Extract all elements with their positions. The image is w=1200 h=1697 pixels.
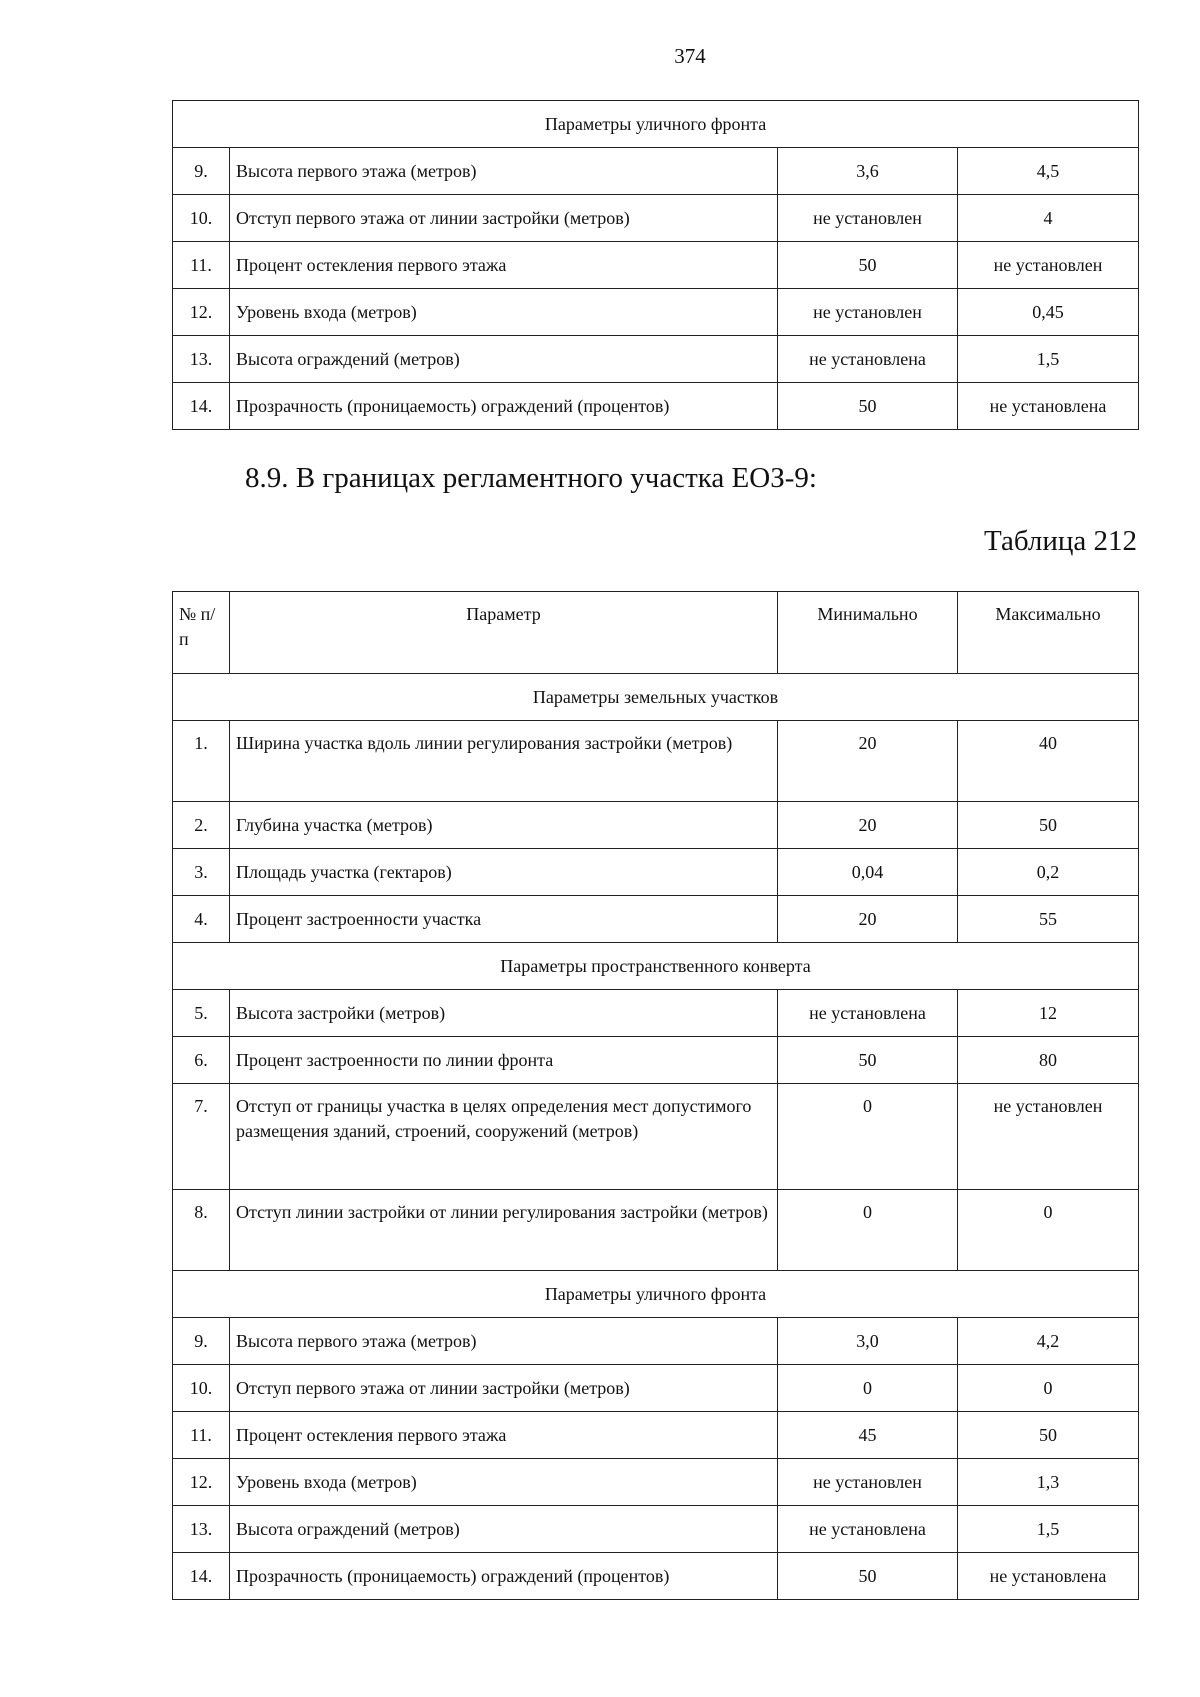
- row-maximum: 4,5: [958, 148, 1139, 195]
- table-row: [173, 289, 1139, 336]
- row-minimum: не установлен: [778, 195, 958, 242]
- row-number: 1.: [173, 721, 230, 802]
- row-number: 10.: [173, 1365, 230, 1412]
- row-parameter: Уровень входа (метров): [230, 289, 778, 336]
- table-row: [173, 1553, 1139, 1600]
- row-number: 9.: [173, 148, 230, 195]
- table-label: Таблица 212: [983, 525, 1137, 557]
- row-maximum: 0: [958, 1365, 1139, 1412]
- row-number: 6.: [173, 1037, 230, 1084]
- row-maximum: 50: [958, 802, 1139, 849]
- row-number: 3.: [173, 849, 230, 896]
- row-number: 8.: [173, 1190, 230, 1271]
- row-maximum: 50: [958, 1412, 1139, 1459]
- table-row: [173, 195, 1139, 242]
- row-parameter: Площадь участка (гектаров): [230, 849, 778, 896]
- header-number: № п/п: [173, 592, 230, 674]
- row-parameter: Процент остекления первого этажа: [230, 242, 778, 289]
- table-row: [173, 336, 1139, 383]
- row-number: 9.: [173, 1318, 230, 1365]
- row-number: 13.: [173, 1506, 230, 1553]
- table-row: [173, 1365, 1139, 1412]
- table-row: [173, 1190, 1139, 1271]
- section-title: Параметры земельных участков: [173, 674, 1139, 721]
- table-row: [173, 148, 1139, 195]
- row-number: 5.: [173, 990, 230, 1037]
- row-parameter: Прозрачность (проницаемость) ограждений (процентов): [230, 1553, 778, 1600]
- row-number: 14.: [173, 383, 230, 430]
- table-row: [173, 1412, 1139, 1459]
- row-parameter: Высота застройки (метров): [230, 990, 778, 1037]
- row-maximum: не установлена: [958, 383, 1139, 430]
- table-row: [173, 1084, 1139, 1190]
- row-minimum: 50: [778, 1553, 958, 1600]
- row-maximum: не установлен: [958, 1084, 1139, 1190]
- row-minimum: не установлен: [778, 1459, 958, 1506]
- row-minimum: 0: [778, 1365, 958, 1412]
- row-minimum: 3,6: [778, 148, 958, 195]
- row-parameter: Отступ от границы участка в целях определения мест допустимого размещения зданий, строений, сооружений (метров): [230, 1084, 778, 1190]
- row-minimum: 50: [778, 242, 958, 289]
- row-parameter: Уровень входа (метров): [230, 1459, 778, 1506]
- table-row: [173, 383, 1139, 430]
- table-row: [173, 896, 1139, 943]
- row-minimum: 20: [778, 896, 958, 943]
- table-row: [173, 802, 1139, 849]
- row-parameter: Высота ограждений (метров): [230, 336, 778, 383]
- table-row: [173, 721, 1139, 802]
- row-minimum: 45: [778, 1412, 958, 1459]
- row-parameter: Процент остекления первого этажа: [230, 1412, 778, 1459]
- table-row: [173, 1318, 1139, 1365]
- page-number: 374: [674, 44, 706, 68]
- row-maximum: 0: [958, 1190, 1139, 1271]
- row-maximum: 4,2: [958, 1318, 1139, 1365]
- row-maximum: 1,5: [958, 1506, 1139, 1553]
- row-number: 12.: [173, 289, 230, 336]
- row-minimum: не установлена: [778, 990, 958, 1037]
- row-parameter: Глубина участка (метров): [230, 802, 778, 849]
- row-maximum: не установлена: [958, 1553, 1139, 1600]
- row-parameter: Прозрачность (проницаемость) ограждений (процентов): [230, 383, 778, 430]
- row-number: 10.: [173, 195, 230, 242]
- row-maximum: 0,45: [958, 289, 1139, 336]
- section-title: Параметры уличного фронта: [173, 101, 1139, 148]
- row-maximum: 80: [958, 1037, 1139, 1084]
- row-minimum: 3,0: [778, 1318, 958, 1365]
- table-row: [173, 990, 1139, 1037]
- row-minimum: 0: [778, 1190, 958, 1271]
- section-title: Параметры уличного фронта: [173, 1271, 1139, 1318]
- row-minimum: 0,04: [778, 849, 958, 896]
- row-maximum: 0,2: [958, 849, 1139, 896]
- table-header-row: [173, 592, 1139, 674]
- section-heading: 8.9. В границах регламентного участка ЕОЗ-9:: [245, 462, 817, 494]
- row-number: 7.: [173, 1084, 230, 1190]
- row-minimum: 50: [778, 1037, 958, 1084]
- row-minimum: 50: [778, 383, 958, 430]
- row-number: 11.: [173, 242, 230, 289]
- row-number: 2.: [173, 802, 230, 849]
- table-row: [173, 1037, 1139, 1084]
- row-number: 13.: [173, 336, 230, 383]
- row-parameter: Высота первого этажа (метров): [230, 148, 778, 195]
- row-minimum: не установлена: [778, 336, 958, 383]
- section-title: Параметры пространственного конверта: [173, 943, 1139, 990]
- continued-parameters-table: [172, 100, 1139, 430]
- row-maximum: 1,3: [958, 1459, 1139, 1506]
- table-row: [173, 849, 1139, 896]
- table-row: [173, 242, 1139, 289]
- row-maximum: 55: [958, 896, 1139, 943]
- table-row: [173, 1459, 1139, 1506]
- row-minimum: 20: [778, 802, 958, 849]
- header-maximum: Максимально: [958, 592, 1139, 674]
- row-parameter: Высота ограждений (метров): [230, 1506, 778, 1553]
- row-maximum: не установлен: [958, 242, 1139, 289]
- row-maximum: 1,5: [958, 336, 1139, 383]
- row-parameter: Отступ первого этажа от линии застройки (метров): [230, 1365, 778, 1412]
- header-parameter: Параметр: [230, 592, 778, 674]
- row-parameter: Высота первого этажа (метров): [230, 1318, 778, 1365]
- row-maximum: 40: [958, 721, 1139, 802]
- row-number: 12.: [173, 1459, 230, 1506]
- row-number: 4.: [173, 896, 230, 943]
- row-minimum: 20: [778, 721, 958, 802]
- row-number: 14.: [173, 1553, 230, 1600]
- row-minimum: не установлен: [778, 289, 958, 336]
- header-minimum: Минимально: [778, 592, 958, 674]
- row-minimum: не установлена: [778, 1506, 958, 1553]
- row-parameter: Процент застроенности по линии фронта: [230, 1037, 778, 1084]
- parameters-table-212: [172, 591, 1139, 1600]
- row-number: 11.: [173, 1412, 230, 1459]
- row-parameter: Отступ линии застройки от линии регулирования застройки (метров): [230, 1190, 778, 1271]
- table-row: [173, 1506, 1139, 1553]
- row-parameter: Процент застроенности участка: [230, 896, 778, 943]
- row-parameter: Ширина участка вдоль линии регулирования застройки (метров): [230, 721, 778, 802]
- row-parameter: Отступ первого этажа от линии застройки (метров): [230, 195, 778, 242]
- row-minimum: 0: [778, 1084, 958, 1190]
- row-maximum: 4: [958, 195, 1139, 242]
- row-maximum: 12: [958, 990, 1139, 1037]
